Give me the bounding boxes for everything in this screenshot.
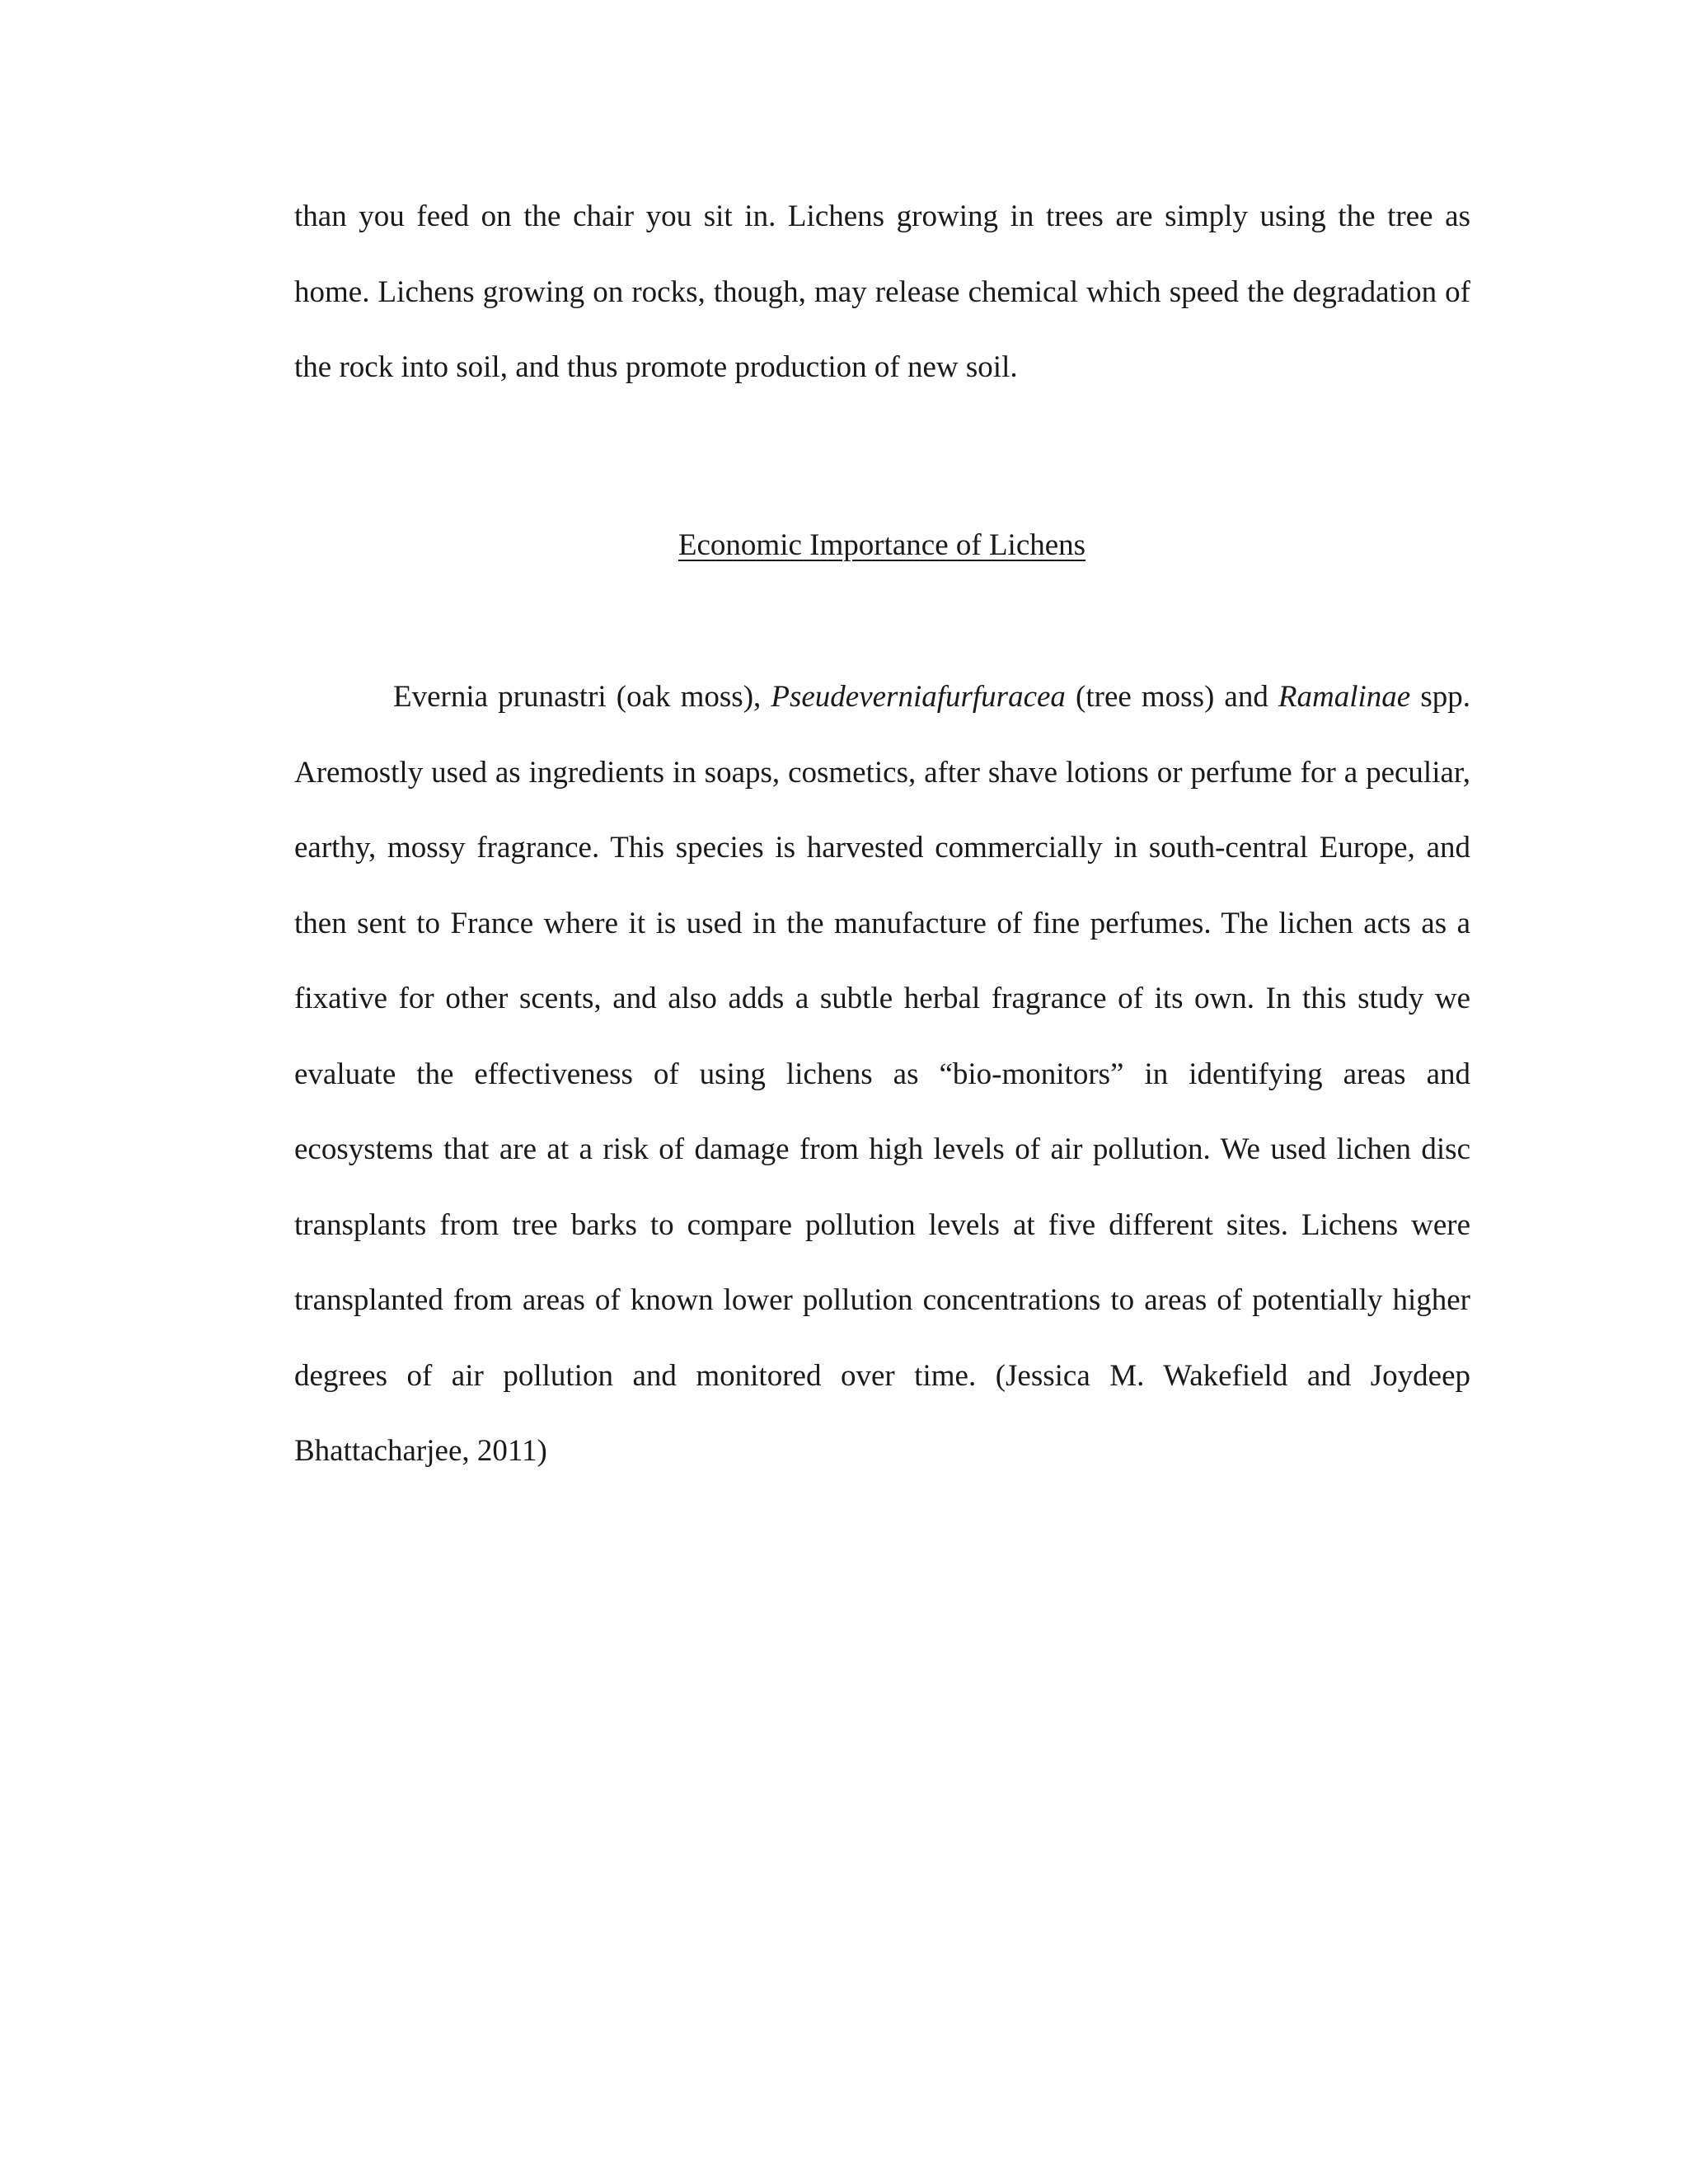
species-name-italic: Ramalinae [1278,680,1411,714]
section-heading [0,508,1688,583]
paragraph-text: (tree moss) and [1065,680,1278,714]
section-heading-text: Economic Importance of Lichens [678,528,1086,562]
body-paragraph [294,659,1470,1489]
body-paragraph: than you feed on the chair you sit in. Lichens growing in trees are simply using the tree as home. Lichens growing on rocks, though, may release chemical which speed the degradation of the rock into soil, and thus promote production of new soil. [294,199,1470,384]
paragraph-text: Evernia prunastri (oak moss), [393,680,771,714]
paragraph-text: spp. Aremostly used as ingredients in soaps, cosmetics, after shave lotions or perfume for a peculiar, earthy, mossy fragrance. This species is harvested commercially in south-central Europe, and then sent to France where it is used in the manufacture of fine perfumes. The lichen acts as a fixative for other scents, and also adds a subtle herbal fragrance of its own. In this study we evaluate the effectiveness of using lichens as “bio-monitors” in identifying areas and ecosystems that are at a risk of damage from high levels of air pollution. We used lichen disc transplants from tree barks to compare pollution levels at five different sites. Lichens were transplanted from areas of known lower pollution concentrations to areas of potentially higher degrees of air pollution and monitored over time. (Jessica M. Wakefield and Joydeep Bhattacharjee, 2011) [294,680,1470,1468]
species-name-italic: Pseudeverniafurfuracea [771,680,1066,714]
